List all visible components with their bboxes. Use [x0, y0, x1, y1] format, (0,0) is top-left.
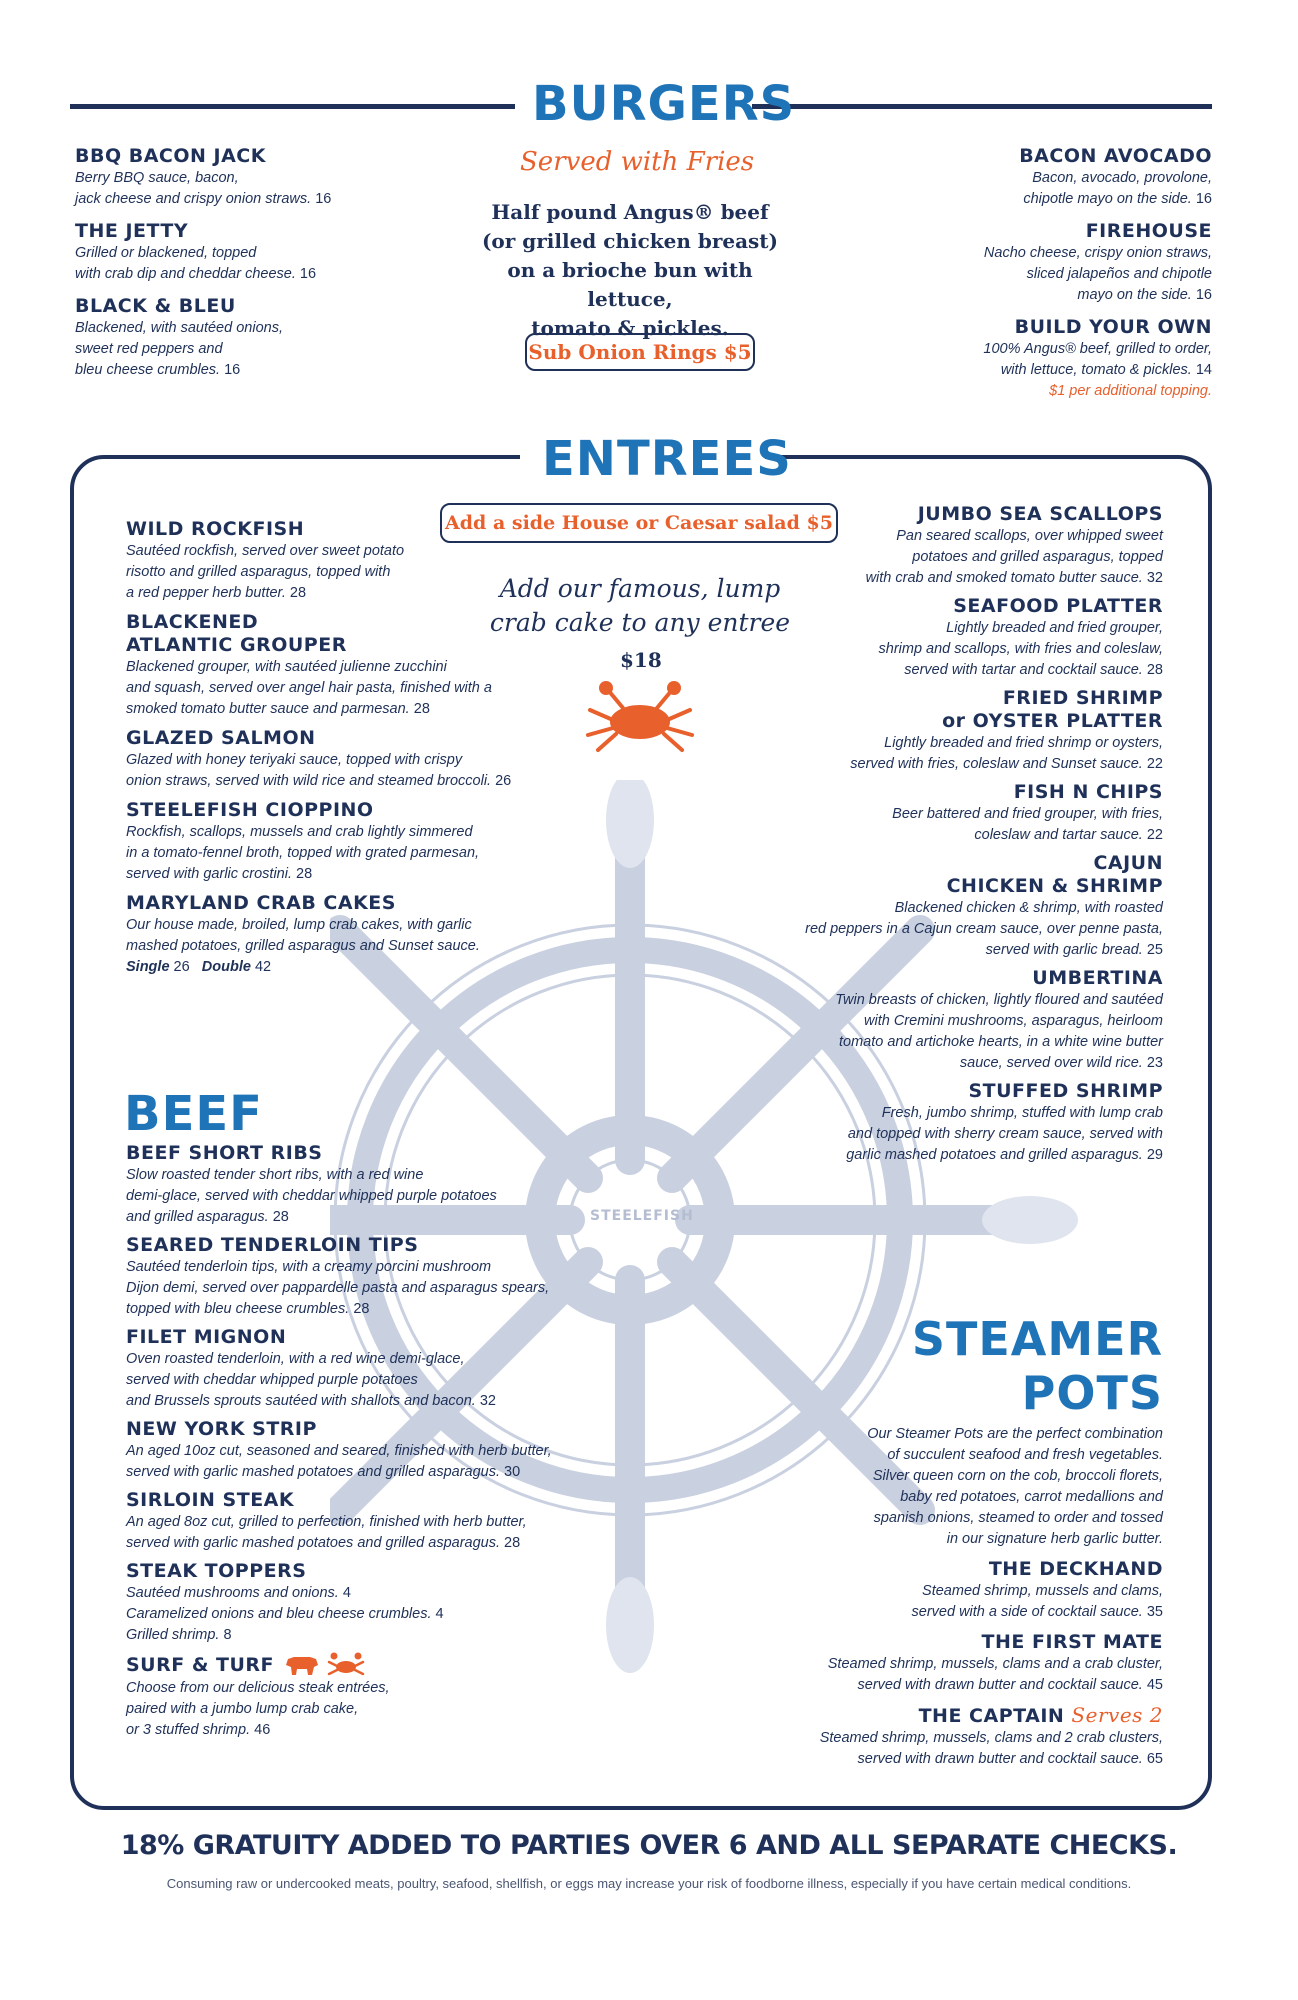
foodborne-disclaimer: Consuming raw or undercooked meats, poultry, seafood, shellfish, or eggs may increase your risk of foodborne illness, especially if you have certain medical conditions.	[166, 1876, 1132, 1891]
burgers-title: BURGERS	[532, 76, 796, 132]
menu-item: FRIED SHRIMP or OYSTER PLATTER Lightly breaded and fried shrimp or oysters, served with fries, coleslaw and Sunset sauce. 22	[850, 687, 1163, 772]
crab-cake-price: $18	[620, 648, 662, 672]
steamer-intro: Our Steamer Pots are the perfect combination of succulent seafood and fresh vegetables. Silver queen corn on the cob, broccoli florets, baby red potatoes, carrot medallions and spanish onions, steamed to order and tossed in our signature herb garlic butter.	[867, 1426, 1163, 1547]
gratuity-notice: 18% GRATUITY ADDED TO PARTIES OVER 6 AND ALL SEPARATE CHECKS.	[120, 1830, 1178, 1861]
menu-item: THE FIRST MATE Steamed shrimp, mussels, clams and a crab cluster, served with drawn butter and cocktail sauce. 45	[827, 1631, 1163, 1693]
cow-icon	[284, 1653, 320, 1677]
menu-item: STEELEFISH CIOPPINO Rockfish, scallops, mussels and crab lightly simmered in a tomato-fennel broth, topped with grated parmesan, served with garlic crostini. 28	[126, 799, 480, 882]
crab-icon	[326, 1652, 366, 1678]
beef-column	[126, 1142, 552, 1741]
menu-item: UMBERTINA Twin breasts of chicken, lightly floured and sautéed with Cremini mushrooms, asparagus, heirloom tomato and artichoke hearts, in a white wine butter sauce, served over wild rice. 23	[835, 967, 1163, 1071]
menu-item: THE DECKHAND Steamed shrimp, mussels and clams, served with a side of cocktail sauce. 35	[911, 1558, 1163, 1620]
steamer-column	[820, 1424, 1163, 1770]
entrees-right-column	[805, 503, 1163, 1166]
burgers-subtitle: Served with Fries	[520, 147, 755, 177]
menu-item: WILD ROCKFISH Sautéed rockfish, served over sweet potato risotto and grilled asparagus, topped with a red pepper herb butter. 28	[126, 518, 405, 601]
menu-item: STUFFED SHRIMP Fresh, jumbo shrimp, stuffed with lump crab and topped with sherry cream sauce, served with garlic mashed potatoes and grilled asparagus. 29	[846, 1080, 1163, 1163]
menu-item: SEARED TENDERLOIN TIPS Sautéed tenderloin tips, with a creamy porcini mushroom Dijon demi, served over pappardelle pasta and asparagus spears, topped with bleu cheese crumbles. 28	[126, 1234, 550, 1317]
burgers-right-column	[983, 145, 1212, 402]
menu-item: FILET MIGNON Oven roasted tenderloin, with a red wine demi-glace, served with cheddar whipped purple potatoes and Brussels sprouts sautéed with shallots and bacon. 32	[126, 1326, 496, 1409]
menu-item: NEW YORK STRIP An aged 10oz cut, seasoned and seared, finished with herb butter, served with garlic mashed potatoes and grilled asparagus. 30	[126, 1418, 552, 1480]
menu-item: SIRLOIN STEAK An aged 8oz cut, grilled to perfection, finished with herb butter, served with garlic mashed potatoes and grilled asparagus. 28	[126, 1489, 527, 1551]
menu-item: BLACK & BLEU Blackened, with sautéed onions, sweet red peppers and bleu cheese crumbles. 16	[75, 295, 283, 378]
menu-item: THE CAPTAIN Serves 2 Steamed shrimp, mussels, clams and 2 crab clusters, served with drawn butter and cocktail sauce. 65	[819, 1703, 1163, 1767]
menu-item: JUMBO SEA SCALLOPS Pan seared scallops, over whipped sweet potatoes and grilled asparagus, topped with crab and smoked tomato butter sauce. 32	[865, 503, 1163, 586]
menu-item: BUILD YOUR OWN 100% Angus® beef, grilled to order, with lettuce, tomato & pickles. 14 $1 per additional topping.	[983, 316, 1212, 399]
burgers-intro: Half pound Angus® beef (or grilled chicken breast) on a brioche bun with lettuce, tomato & pickles.	[481, 200, 779, 340]
menu-item: SEAFOOD PLATTER Lightly breaded and fried grouper, shrimp and scallops, with fries and coleslaw, served with tartar and cocktail sauce. 28	[878, 595, 1163, 678]
menu-item: MARYLAND CRAB CAKES Our house made, broiled, lump crab cakes, with garlic mashed potatoes, grilled asparagus and Sunset sauce. Single 26 Double 42	[126, 892, 480, 975]
menu-item: FIREHOUSE Nacho cheese, crispy onion straws, sliced jalapeños and chipotle mayo on the side. 16	[983, 220, 1212, 303]
menu-item: BBQ BACON JACK Berry BBQ sauce, bacon, jack cheese and crispy onion straws. 16	[75, 145, 332, 207]
beef-title: BEEF	[124, 1086, 263, 1142]
menu-item: STEAK TOPPERS Sautéed mushrooms and onions. 4 Caramelized onions and bleu cheese crumbles. 4 Grilled shrimp. 8	[126, 1560, 444, 1643]
entrees-left-column	[126, 518, 511, 978]
side-salad-badge: Add a side House or Caesar salad $5	[440, 503, 838, 543]
crab-icon	[578, 680, 703, 755]
crab-cake-offer: Add our famous, lump crab cake to any entree	[489, 574, 791, 637]
entrees-title: ENTREES	[542, 431, 792, 487]
sub-onion-rings-badge: Sub Onion Rings $5	[525, 333, 755, 371]
burgers-rule-right	[752, 104, 1212, 109]
burgers-rule-left	[70, 104, 515, 109]
menu-item: BEEF SHORT RIBS Slow roasted tender short ribs, with a red wine demi-glace, served with cheddar whipped purple potatoes and grilled asparagus. 28	[126, 1142, 497, 1225]
burgers-left-column	[75, 145, 331, 381]
menu-item: SURF & TURF Choose from our delicious steak entrées, paired with a jumbo lump crab cake, or 3 stuffed shrimp. 46	[126, 1653, 390, 1738]
menu-item: BLACKENED ATLANTIC GROUPER Blackened grouper, with sautéed julienne zucchini and squash, served over angel hair pasta, finished with a smoked tomato butter sauce and parmesan. 28	[126, 611, 492, 717]
menu-item: FISH N CHIPS Beer battered and fried grouper, with fries, coleslaw and tartar sauce. 22	[892, 781, 1163, 843]
menu-item: BACON AVOCADO Bacon, avocado, provolone, chipotle mayo on the side. 16	[1019, 145, 1212, 207]
menu-item: THE JETTY Grilled or blackened, topped with crab dip and cheddar cheese. 16	[75, 220, 317, 282]
steamer-title: STEAMER POTS	[911, 1312, 1163, 1420]
menu-item: CAJUN CHICKEN & SHRIMP Blackened chicken & shrimp, with roasted red peppers in a Cajun cream sauce, over penne pasta, served with garlic bread. 25	[805, 852, 1163, 958]
menu-item: GLAZED SALMON Glazed with honey teriyaki sauce, topped with crispy onion straws, served with wild rice and steamed broccoli. 26	[126, 727, 512, 789]
wheel-logo: STEELEFISH	[590, 1208, 694, 1224]
